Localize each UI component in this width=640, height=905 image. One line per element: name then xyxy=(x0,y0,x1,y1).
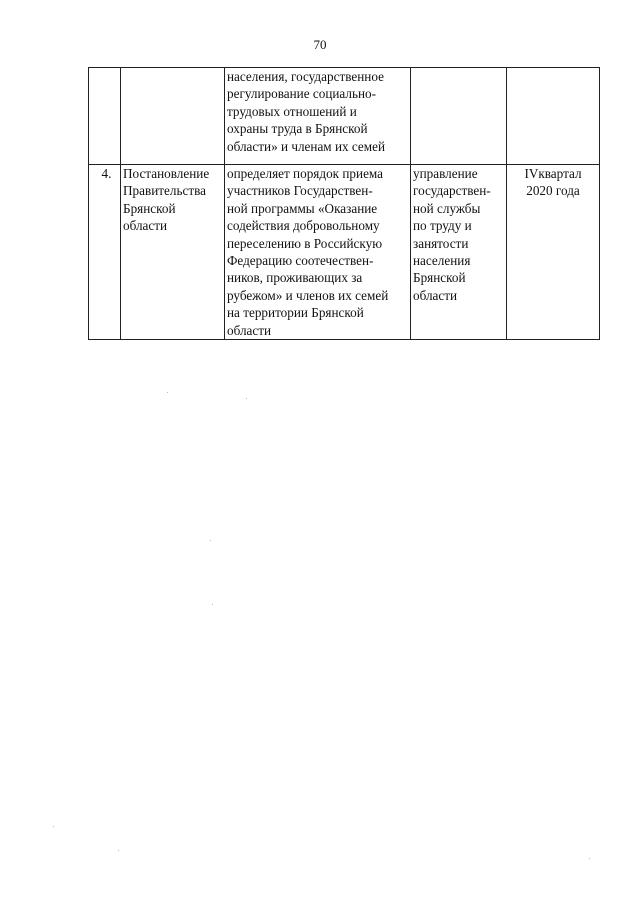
executor-cell: управление государствен- ной службы по труду и занятости населения Брянской области xyxy=(411,165,507,340)
scan-speck xyxy=(210,540,211,541)
scan-speck xyxy=(53,826,54,827)
scan-speck xyxy=(118,850,119,851)
scan-speck xyxy=(589,858,590,859)
deadline-cell xyxy=(507,68,600,165)
table-row xyxy=(89,165,600,340)
scan-speck xyxy=(167,392,168,393)
content-cell: определяет порядок приема участников Государствен- ной программы «Оказание содействия добровольному переселению в Российскую Федерацию соотечествен- ников, проживающих за рубежом» и членов их семей на территории Брянской области xyxy=(225,165,411,340)
scan-speck xyxy=(246,398,247,399)
document-cell: Постановление Правительства Брянской области xyxy=(121,165,225,340)
row-number-cell xyxy=(89,68,121,165)
scan-speck xyxy=(212,604,213,605)
row-number-cell: 4. xyxy=(89,165,121,340)
deadline-cell: IVквартал 2020 года xyxy=(507,165,600,340)
page-number: 70 xyxy=(313,37,327,52)
table-row xyxy=(89,68,600,165)
document-cell xyxy=(121,68,225,165)
executor-cell xyxy=(411,68,507,165)
content-cell: населения, государственное регулирование социально- трудовых отношений и охраны труда в Брянской области» и членам их семей xyxy=(225,68,411,165)
document-table xyxy=(88,67,600,340)
